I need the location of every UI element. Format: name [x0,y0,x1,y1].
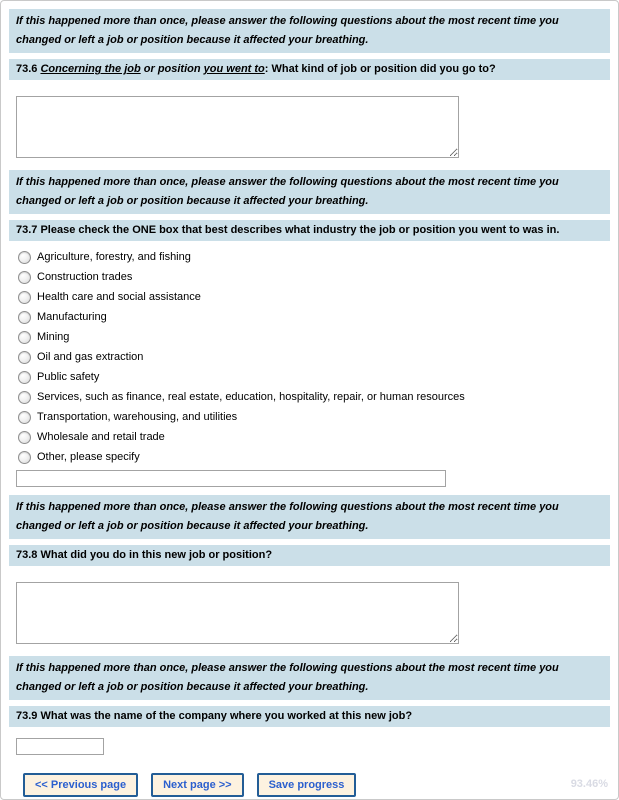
question-736-middle: or position [140,63,204,75]
instruction-text: If this happened more than once, please answer the following questions about the most recent time you changed or left a job or position because it affected your breathing. [16,176,559,207]
radio-button-icon[interactable] [18,251,31,264]
new-job-duties-textarea[interactable] [16,582,459,644]
progress-percentage: 93.46% [570,778,608,790]
radio-button-icon[interactable] [18,411,31,424]
radio-label: Health care and social assistance [37,290,201,303]
instruction-text: If this happened more than once, please answer the following questions about the most recent time you changed or left a job or position because it affected your breathing. [16,662,559,693]
previous-page-button[interactable]: << Previous page [23,773,138,797]
question-736-rest: : What kind of job or position did you go to? [264,63,496,75]
other-specify-input[interactable] [16,470,446,487]
radio-button-icon[interactable] [18,311,31,324]
radio-button-icon[interactable] [18,271,31,284]
radio-option-transportation[interactable] [18,407,610,427]
save-progress-button[interactable]: Save progress [257,773,357,797]
radio-option-agriculture[interactable] [18,247,610,267]
question-736-underlined-1: Concerning the job [40,63,141,75]
instruction-text: If this happened more than once, please answer the following questions about the most recent time you changed or left a job or position because it affected your breathing. [16,501,559,532]
job-kind-textarea[interactable] [16,96,459,158]
radio-label: Agriculture, forestry, and fishing [37,250,191,263]
survey-content [1,1,618,797]
question-738-label: 73.8 What did you do in this new job or position? [16,549,273,561]
instruction-banner-4 [9,656,610,700]
radio-option-health-care[interactable] [18,287,610,307]
instruction-banner-1 [9,9,610,53]
radio-button-icon[interactable] [18,391,31,404]
question-737-header [9,220,610,241]
radio-button-icon[interactable] [18,331,31,344]
radio-label: Oil and gas extraction [37,350,144,363]
next-page-button[interactable]: Next page >> [151,773,243,797]
radio-label: Manufacturing [37,310,107,323]
instruction-banner-3 [9,495,610,539]
radio-label: Transportation, warehousing, and utilities [37,410,238,423]
navigation-button-row [23,773,610,797]
radio-option-manufacturing[interactable] [18,307,610,327]
question-736-underlined-2: you went to [203,63,265,75]
question-739-label: 73.9 What was the name of the company where you worked at this new job? [16,710,413,722]
radio-option-mining[interactable] [18,327,610,347]
question-739-header [9,706,610,727]
radio-label: Public safety [37,370,100,383]
radio-option-oil-gas[interactable] [18,347,610,367]
radio-option-construction[interactable] [18,267,610,287]
question-738-header [9,545,610,566]
radio-option-other[interactable] [18,447,610,467]
question-736-header [9,59,610,80]
radio-label: Services, such as finance, real estate, education, hospitality, repair, or human resources [37,390,465,403]
radio-label: Construction trades [37,270,133,283]
radio-label: Mining [37,330,70,343]
radio-button-icon[interactable] [18,291,31,304]
industry-radio-list [18,247,610,467]
question-737-label: 73.7 Please check the ONE box that best describes what industry the job or position you went to was in. [16,224,560,236]
radio-option-services[interactable] [18,387,610,407]
radio-button-icon[interactable] [18,451,31,464]
radio-button-icon[interactable] [18,431,31,444]
question-736-number: 73.6 [16,63,41,75]
radio-label: Wholesale and retail trade [37,430,165,443]
radio-button-icon[interactable] [18,371,31,384]
company-name-input[interactable] [16,738,104,755]
radio-label: Other, please specify [37,450,140,463]
radio-option-wholesale-retail[interactable] [18,427,610,447]
radio-button-icon[interactable] [18,351,31,364]
instruction-banner-2 [9,170,610,214]
radio-option-public-safety[interactable] [18,367,610,387]
instruction-text: If this happened more than once, please answer the following questions about the most recent time you changed or left a job or position because it affected your breathing. [16,15,559,46]
